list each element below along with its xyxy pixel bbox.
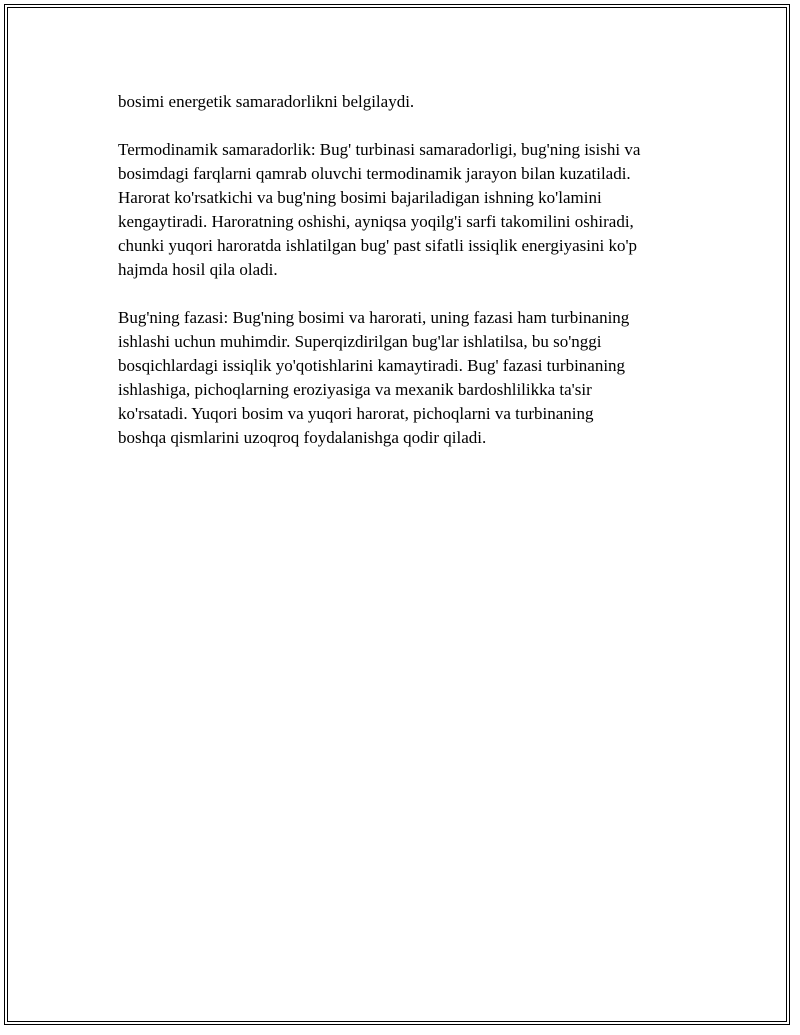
text-line: ishlashi uchun muhimdir. Superqizdirilgan bug'lar ishlatilsa, bu so'nggi (118, 332, 602, 351)
text-line: bosimi energetik samaradorlikni belgilaydi. (118, 92, 415, 111)
paragraph-thermodynamic-efficiency (118, 138, 698, 282)
paragraph-intro-fragment (118, 90, 698, 114)
text-line: bosqichlardagi issiqlik yo'qotishlarini kamaytiradi. Bug' fazasi turbinaning (118, 356, 626, 375)
text-line: ko'rsatadi. Yuqori bosim va yuqori harorat, pichoqlarni va turbinaning (118, 404, 594, 423)
document-body (118, 90, 698, 474)
text-line: Bug'ning fazasi: Bug'ning bosimi va harorati, uning fazasi ham turbinaning (118, 308, 630, 327)
text-line: kengaytiradi. Haroratning oshishi, ayniqsa yoqilg'i sarfi takomilini oshiradi, (118, 212, 634, 231)
paragraph-steam-phase (118, 306, 698, 450)
text-line: Termodinamik samaradorlik: Bug' turbinasi samaradorligi, bug'ning isishi va (118, 140, 641, 159)
text-line: chunki yuqori haroratda ishlatilgan bug' past sifatli issiqlik energiyasini ko'p (118, 236, 638, 255)
text-line: boshqa qismlarini uzoqroq foydalanishga qodir qiladi. (118, 428, 487, 447)
text-line: bosimdagi farqlarni qamrab oluvchi termodinamik jarayon bilan kuzatiladi. (118, 164, 631, 183)
text-line: ishlashiga, pichoqlarning eroziyasiga va mexanik bardoshlilikka ta'sir (118, 380, 592, 399)
text-line: Harorat ko'rsatkichi va bug'ning bosimi bajariladigan ishning ko'lamini (118, 188, 602, 207)
text-line: hajmda hosil qila oladi. (118, 260, 278, 279)
